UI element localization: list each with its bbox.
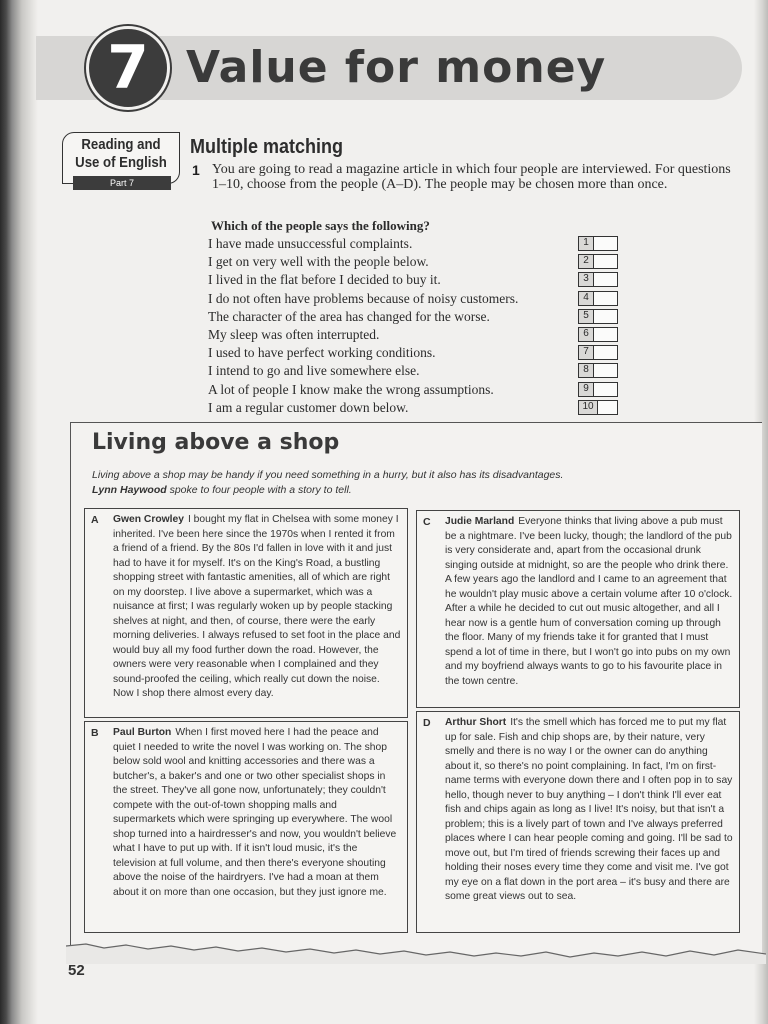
answer-number: 10 <box>579 401 598 414</box>
answer-box[interactable] <box>578 327 618 342</box>
section-tag-line2: Use of English <box>75 154 167 171</box>
person-name: Judie Marland <box>445 516 515 527</box>
intro-rest: spoke to four people with a story to tell. <box>169 484 352 496</box>
answer-box[interactable] <box>578 400 618 415</box>
person-text: It's the smell which has forced me to put my flat up for sale. Fish and chip shops are, by their nature, very smelly and there is no way I or the owner can do anything about it, so there's no point complaining. In fact, I'm on first-name terms with everyone down there and I often pop in to say hello, though never to buy anything – I don't think I'll ever eat fish and chips again as long as I live! It's noisy, but that isn't a problem; this is a lively part of town and I've always preferred places where I can hear people coming and going. I'll be sad to move out, but I'm tired of friends screwing their faces up and holding their noses every time they come and visit me. I've got my eye on a flat down in the port area – it's busy and there are some great views out to sea. <box>445 717 733 902</box>
answer-box[interactable] <box>578 309 618 324</box>
unit-number-badge: 7 <box>86 26 170 110</box>
person-body <box>113 513 401 702</box>
answer-blank[interactable] <box>594 310 617 323</box>
section-tag-line1: Reading and <box>81 136 161 153</box>
statement-item <box>208 235 620 253</box>
answer-box[interactable] <box>578 291 618 306</box>
statement-text: I am a regular customer down below. <box>208 399 409 415</box>
person-text: When I first moved here I had the peace and quiet I needed to write the novel I was working on. The shop below sold wool and knitting accessories and there was a butcher's, a baker's and one or two other specialist shops in the street. They've all gone now, unfortunately; they couldn't compete with the out-of-town shopping malls and supermarkets which were springing up everywhere. The wool shop turned into a hairdresser's and now, you wouldn't believe what I have to put up with. If it isn't loud music, it's the television at full volume, and then there's everyone shouting above the noise of the hairdryers. I've had a moan at them about it on more than one occasion, but they just ignore me. <box>113 727 397 898</box>
answer-blank[interactable] <box>594 328 617 341</box>
person-text: Everyone thinks that living above a pub must be a nightmare. I've been lucky, though; the landlord of the pub is very considerate and, apart from the occasional drunk singing outside at midnight, so are the people who drink there. A few years ago the landlord and I came to an agreement that he wouldn't play music above a certain volume after 10 o'clock. After a while he decided to cut out music altogether, and all I hear now is a gentle hum of conversation coming up through the floor. Many of my friends take it for granted that I must spend a lot of time in there, but I won't go into pubs on my own and my boyfriend always wants to go to his favourite place in the town centre. <box>445 516 733 687</box>
person-body <box>445 515 733 689</box>
answer-number: 1 <box>579 237 594 250</box>
answer-blank[interactable] <box>594 273 617 286</box>
article-intro <box>92 468 712 498</box>
answer-box[interactable] <box>578 345 618 360</box>
section-tag <box>62 132 180 188</box>
section-part-label: Part 7 <box>73 176 171 190</box>
person-letter: B <box>91 727 99 739</box>
statement-item <box>208 362 620 380</box>
statement-text: A lot of people I know make the wrong assumptions. <box>208 381 494 397</box>
person-body <box>113 726 401 900</box>
answer-number: 4 <box>579 292 594 305</box>
answer-blank[interactable] <box>594 346 617 359</box>
person-name: Arthur Short <box>445 717 507 728</box>
book-spine-shadow <box>0 0 38 1024</box>
answer-blank[interactable] <box>594 383 617 396</box>
statement-text: I used to have perfect working conditions. <box>208 345 436 361</box>
answer-box[interactable] <box>578 236 618 251</box>
person-section-d <box>416 711 740 933</box>
person-section-b <box>84 721 408 933</box>
task-instructions: You are going to read a magazine article in which four people are interviewed. For questions 1–10, choose from the people (A–D). The people may be chosen more than once. <box>212 162 731 192</box>
answer-number: 8 <box>579 364 594 377</box>
answer-number: 5 <box>579 310 594 323</box>
task-number: 1 <box>192 162 200 178</box>
answer-number: 7 <box>579 346 594 359</box>
person-name: Gwen Crowley <box>113 514 184 525</box>
answer-box[interactable] <box>578 254 618 269</box>
statement-text: My sleep was often interrupted. <box>208 326 380 342</box>
intro-text: Living above a shop may be handy if you need something in a hurry, but it also has its disadvantages. <box>92 469 564 481</box>
answer-number: 2 <box>579 255 594 268</box>
person-body <box>445 716 733 905</box>
answer-blank[interactable] <box>594 292 617 305</box>
torn-edge <box>66 940 766 964</box>
intro-author: Lynn Haywood <box>92 484 167 496</box>
person-text: I bought my flat in Chelsea with some money I inherited. I've been here since the 1970s when I rented it from a friend of a friend. By the 80s I'd fallen in love with it and just had to have it for myself. It's on the King's Road, a bustling shopping street with fantastic amenities, all of which are right on my doorstep. I live above a supermarket, which was a nuisance at first; I was regularly woken up by people stacking shelves at night, and then, of course, there were the early morning deliveries. I always refused to set foot in the place and would buy all my food further down the road. However, the owners were very reasonable when I complained and they sound-proofed the ceiling, which really cut down the noise. Now I shop there almost every day. <box>113 514 401 699</box>
person-letter: C <box>423 516 431 528</box>
statement-text: I get on very well with the people below. <box>208 254 429 270</box>
statement-item <box>208 344 620 362</box>
statement-text: I lived in the flat before I decided to buy it. <box>208 272 441 288</box>
statement-item <box>208 399 620 417</box>
answer-box[interactable] <box>578 363 618 378</box>
statement-text: I intend to go and live somewhere else. <box>208 363 420 379</box>
statement-item <box>208 271 620 289</box>
statement-text: The character of the area has changed for the worse. <box>208 308 490 324</box>
statement-item <box>208 326 620 344</box>
answer-blank[interactable] <box>594 364 617 377</box>
answer-blank[interactable] <box>594 255 617 268</box>
person-section-c <box>416 510 740 708</box>
answer-box[interactable] <box>578 272 618 287</box>
answer-number: 9 <box>579 383 594 396</box>
statement-item <box>208 253 620 271</box>
article-title: Living above a shop <box>92 430 340 455</box>
statement-list <box>208 235 620 417</box>
unit-title: Value for money <box>186 42 607 93</box>
answer-box[interactable] <box>578 382 618 397</box>
answer-number: 3 <box>579 273 594 286</box>
person-letter: A <box>91 514 99 526</box>
statement-text: I have made unsuccessful complaints. <box>208 236 413 251</box>
statement-item <box>208 381 620 399</box>
statement-item <box>208 308 620 326</box>
person-letter: D <box>423 717 431 729</box>
answer-blank[interactable] <box>594 237 617 250</box>
statement-text: I do not often have problems because of noisy customers. <box>208 290 519 306</box>
statement-item <box>208 290 620 308</box>
person-section-a <box>84 508 408 718</box>
answer-number: 6 <box>579 328 594 341</box>
person-name: Paul Burton <box>113 727 172 738</box>
answer-blank[interactable] <box>598 401 617 414</box>
page-number: 52 <box>68 962 85 979</box>
section-heading: Multiple matching <box>190 136 343 158</box>
task-prompt: Which of the people says the following? <box>211 218 430 233</box>
